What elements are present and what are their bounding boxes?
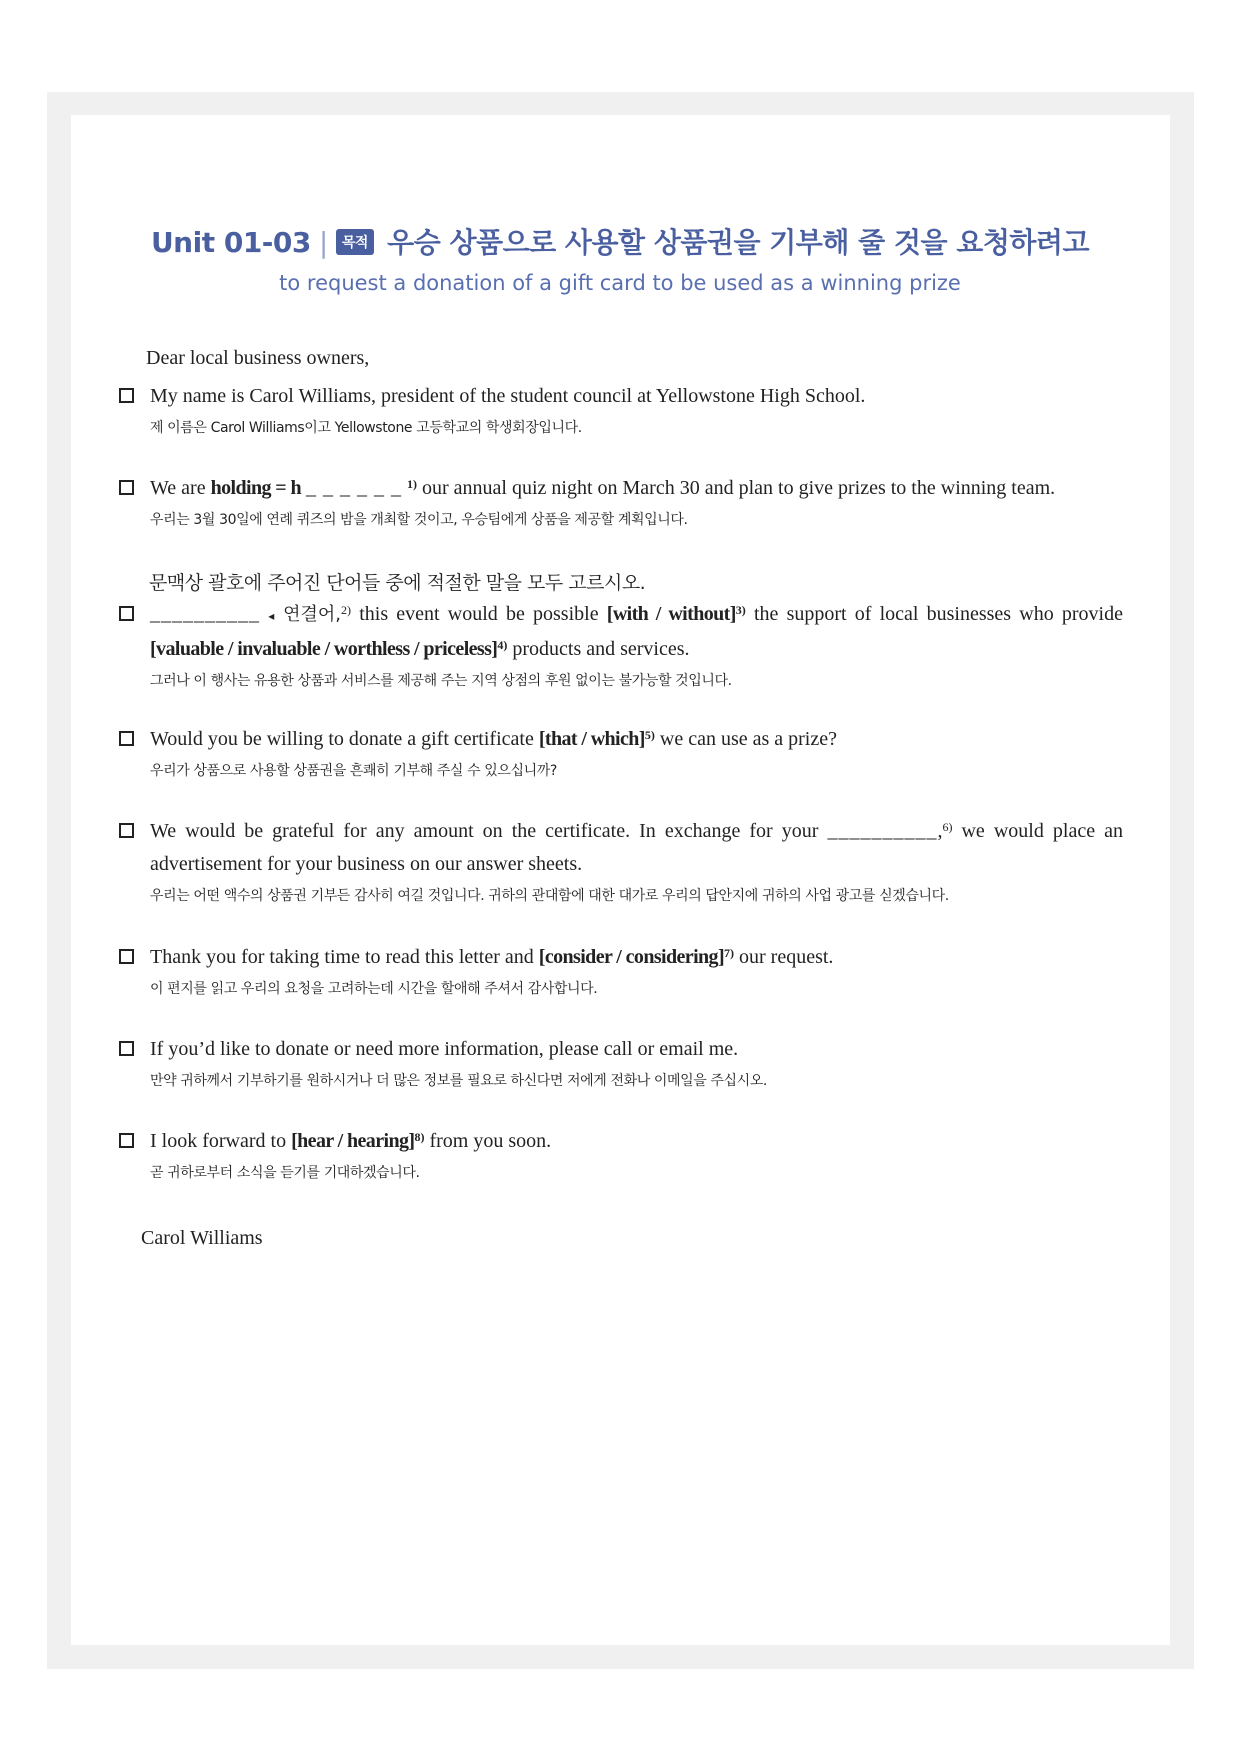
- sentence-1: [119, 380, 1123, 437]
- sentence-korean: 우리가 상품으로 사용할 상품권을 흔쾌히 기부해 주실 수 있으십니까?: [150, 763, 557, 779]
- sentence-checkbox[interactable]: [119, 949, 134, 964]
- sentence-english: [150, 1125, 1123, 1158]
- answer-options[interactable]: [that / which]: [538, 728, 645, 750]
- letter-greeting: Dear local business owners,: [146, 347, 370, 369]
- sentence-5: [119, 815, 1123, 905]
- question-number: 6): [942, 820, 953, 834]
- sentence-english: [150, 598, 1123, 666]
- question-number: 3): [735, 603, 746, 617]
- sentence-checkbox[interactable]: [119, 388, 134, 403]
- text-segment: our annual quiz night on March 30 and plan to give prizes to the winning team.: [416, 477, 1056, 499]
- sentence-english: If you’d like to donate or need more information, please call or email me.: [150, 1038, 739, 1060]
- sentence-korean: 만약 귀하께서 기부하기를 원하시거나 더 많은 정보를 필요로 하신다면 저에게 전화나 이메일을 주십시오.: [150, 1073, 767, 1089]
- text-segment: ,: [937, 820, 943, 842]
- purpose-badge: 목적: [336, 229, 374, 255]
- answer-options[interactable]: [hear / hearing]: [291, 1130, 415, 1152]
- title-separator: |: [318, 226, 328, 259]
- sentence-checkbox[interactable]: [119, 606, 134, 621]
- text-segment: the support of local businesses who provide: [745, 603, 1123, 625]
- fill-in-blank[interactable]: _ _ _ _ _ _: [305, 477, 402, 499]
- question-number: 8): [414, 1130, 425, 1144]
- sentence-checkbox[interactable]: [119, 731, 134, 746]
- sentence-checkbox[interactable]: [119, 1041, 134, 1056]
- title-korean: 우승 상품으로 사용할 상품권을 기부해 줄 것을 요청하려고: [387, 226, 1090, 259]
- text-segment: We would be grateful for any amount on the certificate. In exchange for your: [150, 820, 828, 842]
- sentence-korean: 그러나 이 행사는 유용한 상품과 서비스를 제공해 주는 지역 상점의 후원 없이는 불가능할 것입니다.: [150, 673, 732, 689]
- answer-options[interactable]: [consider / considering]: [538, 946, 725, 968]
- connector-hint: 연결어,: [274, 604, 342, 625]
- question-number: 4): [497, 638, 508, 652]
- sentence-checkbox[interactable]: [119, 823, 134, 838]
- sentence-7: [119, 1033, 1123, 1090]
- answer-options[interactable]: [with / without]: [606, 603, 736, 625]
- sentence-4: [119, 723, 1123, 780]
- sentence-2: [119, 472, 1123, 529]
- text-segment: Thank you for taking time to read this letter and: [150, 946, 539, 968]
- letter-signature: Carol Williams: [141, 1227, 263, 1249]
- worksheet-header: [0, 221, 1240, 295]
- instruction-text: 문맥상 괄호에 주어진 단어들 중에 적절한 말을 모두 고르시오.: [149, 572, 646, 594]
- question-number: 5): [644, 728, 655, 742]
- text-segment: I look forward to: [150, 1130, 292, 1152]
- hint-word: holding = h: [210, 477, 301, 499]
- fill-in-blank[interactable]: __________: [827, 820, 938, 842]
- text-segment: this event would be possible: [351, 603, 607, 625]
- sentence-checkbox[interactable]: [119, 480, 134, 495]
- text-segment: from you soon.: [424, 1130, 552, 1152]
- answer-options[interactable]: [valuable / invaluable / worthless / priceless]: [150, 638, 498, 660]
- sentence-korean: 우리는 3월 30일에 연례 퀴즈의 밤을 개최할 것이고, 우승팀에게 상품을 제공할 계획입니다.: [150, 512, 688, 528]
- sentence-checkbox[interactable]: [119, 1133, 134, 1148]
- text-segment: Would you be willing to donate a gift certificate: [150, 728, 539, 750]
- sentence-english: [150, 815, 1123, 881]
- sentence-korean: 우리는 어떤 액수의 상품권 기부든 감사히 여길 것입니다. 귀하의 관대함에 대한 대가로 우리의 답안지에 귀하의 사업 광고를 싣겠습니다.: [150, 888, 949, 904]
- text-segment: we can use as a prize?: [654, 728, 837, 750]
- unit-number: Unit 01-03: [150, 226, 311, 259]
- sentence-korean: 곧 귀하로부터 소식을 듣기를 기대하겠습니다.: [150, 1165, 420, 1181]
- unit-title: [0, 221, 1240, 261]
- question-number: 7): [724, 946, 735, 960]
- sentence-3: [119, 598, 1123, 690]
- sentence-6: [119, 941, 1123, 998]
- question-number: 1): [406, 477, 417, 491]
- question-number: 2): [341, 603, 352, 617]
- sentence-english: [150, 723, 1123, 756]
- arrow-left-icon: ◂: [268, 609, 275, 623]
- sentence-english: [150, 941, 1123, 974]
- sentence-8: [119, 1125, 1123, 1182]
- sentence-korean: 제 이름은 Carol Williams이고 Yellowstone 고등학교의 학생회장입니다.: [150, 420, 582, 436]
- text-segment: We are: [150, 477, 211, 499]
- text-segment: we would place an advertisement for your business on our answer sheets.: [150, 820, 1123, 875]
- sentence-english: My name is Carol Williams, president of the student council at Yellowstone High School.: [150, 385, 866, 407]
- fill-in-blank[interactable]: __________: [150, 603, 260, 625]
- text-segment: products and services.: [507, 638, 690, 660]
- text-segment: our request.: [734, 946, 834, 968]
- sentence-korean: 이 편지를 읽고 우리의 요청을 고려하는데 시간을 할애해 주셔서 감사합니다.: [150, 981, 598, 997]
- sentence-english: [150, 472, 1123, 505]
- title-english: to request a donation of a gift card to be used as a winning prize: [279, 271, 961, 295]
